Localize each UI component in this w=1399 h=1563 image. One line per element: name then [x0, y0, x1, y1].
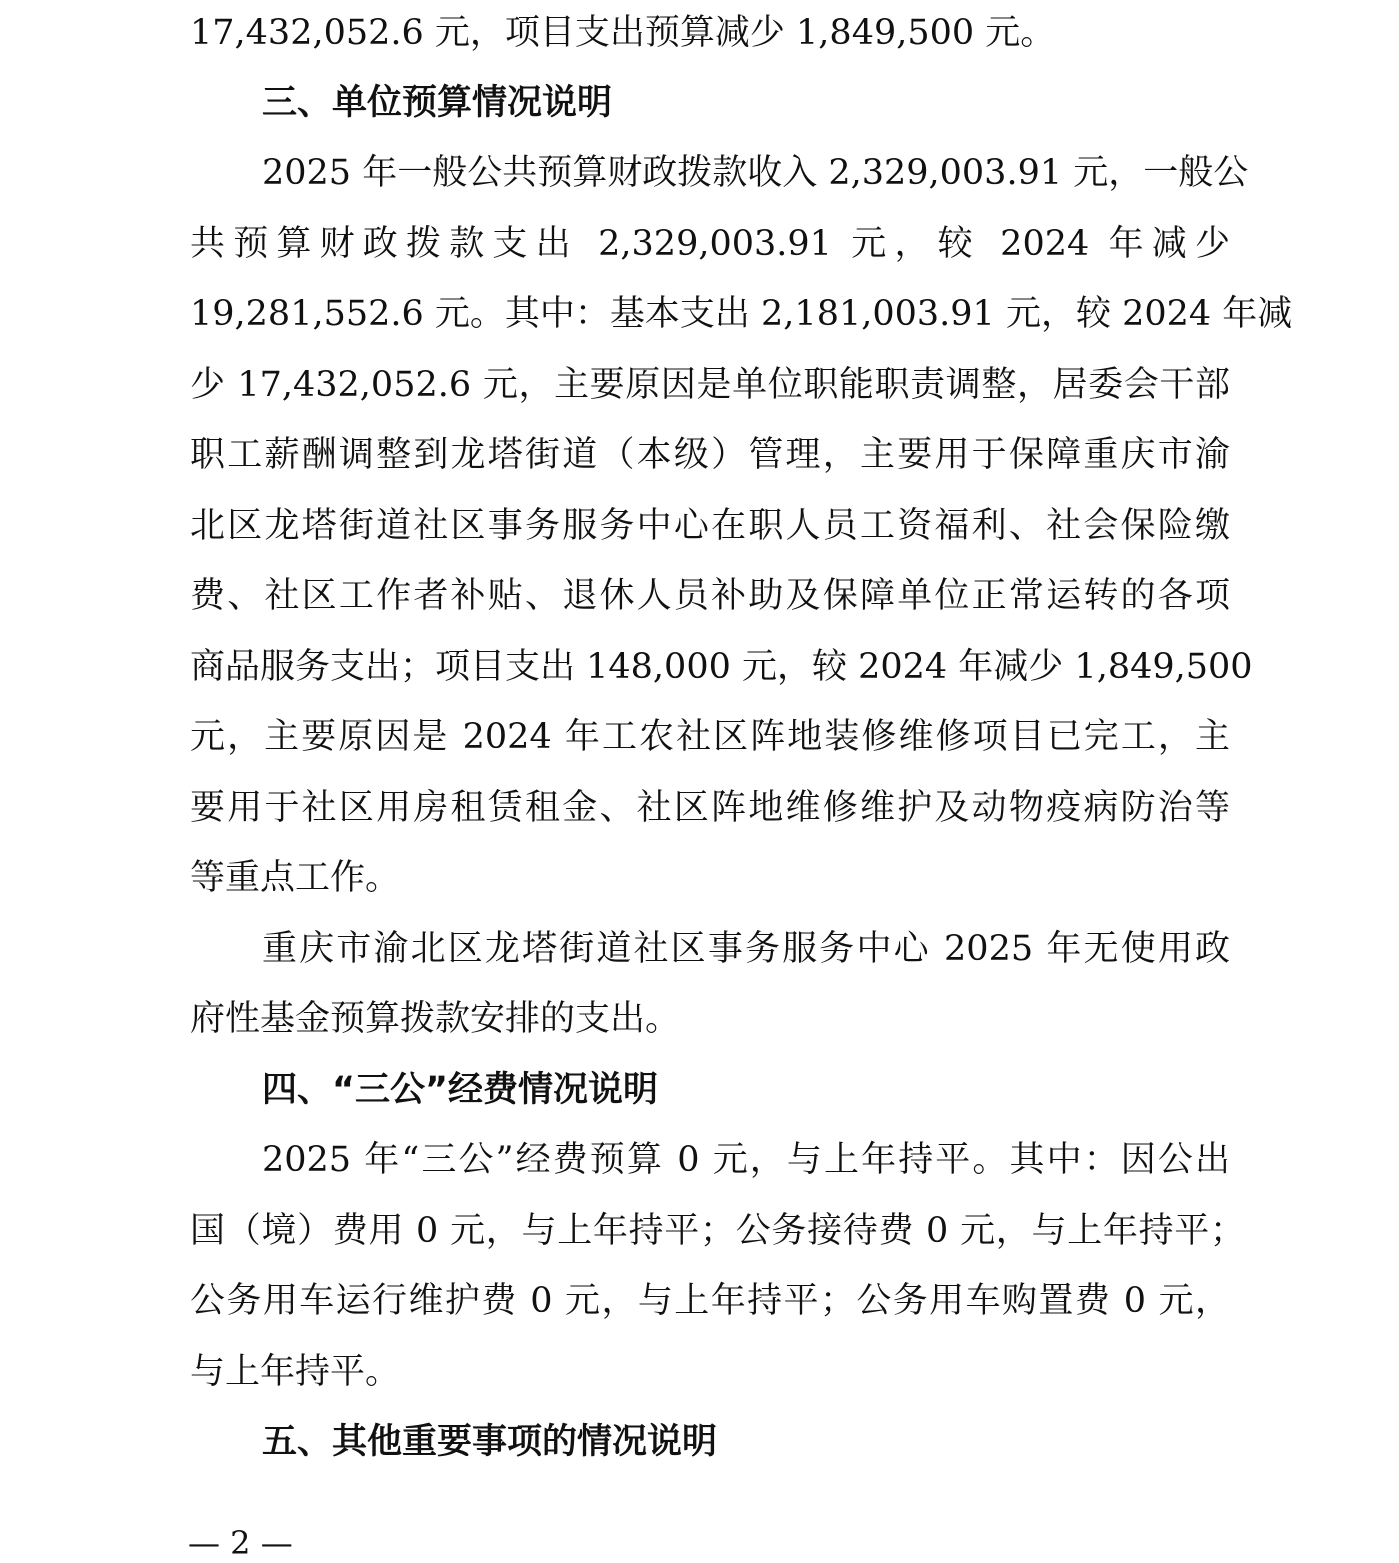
- paragraph-line: 要用于社区用房租赁租金、社区阵地维修维护及动物疫病防治等: [190, 788, 1230, 828]
- paragraph-line: 与上年持平。: [190, 1352, 401, 1392]
- paragraph-line: 共预算财政拨款支出 2,329,003.91 元，较 2024 年减少: [190, 224, 1230, 264]
- paragraph-line: 商品服务支出；项目支出 148,000 元，较 2024 年减少 1,849,500: [190, 647, 1253, 687]
- paragraph-line: 少 17,432,052.6 元，主要原因是单位职能职责调整，居委会干部: [190, 365, 1230, 405]
- paragraph-line: 国（境）费用 0 元，与上年持平；公务接待费 0 元，与上年持平；: [190, 1211, 1245, 1251]
- paragraph-line: 19,281,552.6 元。其中：基本支出 2,181,003.91 元，较 2024 年减: [190, 294, 1293, 334]
- paragraph-line: 2025 年一般公共预算财政拨款收入 2,329,003.91 元，一般公: [262, 153, 1249, 193]
- paragraph-line: 职工薪酬调整到龙塔街道（本级）管理，主要用于保障重庆市渝: [190, 435, 1230, 475]
- paragraph-line: 元，主要原因是 2024 年工农社区阵地装修维修项目已完工，主: [190, 717, 1230, 757]
- paragraph-line: 等重点工作。: [190, 858, 401, 898]
- paragraph-line: 府性基金预算拨款安排的支出。: [190, 999, 681, 1039]
- paragraph-line: 费、社区工作者补贴、退休人员补助及保障单位正常运转的各项: [190, 576, 1230, 616]
- paragraph-line: 17,432,052.6 元，项目支出预算减少 1,849,500 元。: [190, 13, 1056, 53]
- paragraph-line: 公务用车运行维护费 0 元，与上年持平；公务用车购置费 0 元，: [190, 1281, 1230, 1321]
- paragraph-line: 2025 年“三公”经费预算 0 元，与上年持平。其中：因公出: [262, 1140, 1230, 1180]
- paragraph-line: 北区龙塔街道社区事务服务中心在职人员工资福利、社会保险缴: [190, 506, 1230, 546]
- page-number: — 2 —: [188, 1524, 293, 1562]
- section-heading-5: 五、其他重要事项的情况说明: [262, 1422, 718, 1462]
- paragraph-line: 重庆市渝北区龙塔街道社区事务服务中心 2025 年无使用政: [262, 929, 1230, 969]
- section-heading-4: 四、“三公”经费情况说明: [262, 1070, 659, 1110]
- section-heading-3: 三、单位预算情况说明: [262, 83, 613, 123]
